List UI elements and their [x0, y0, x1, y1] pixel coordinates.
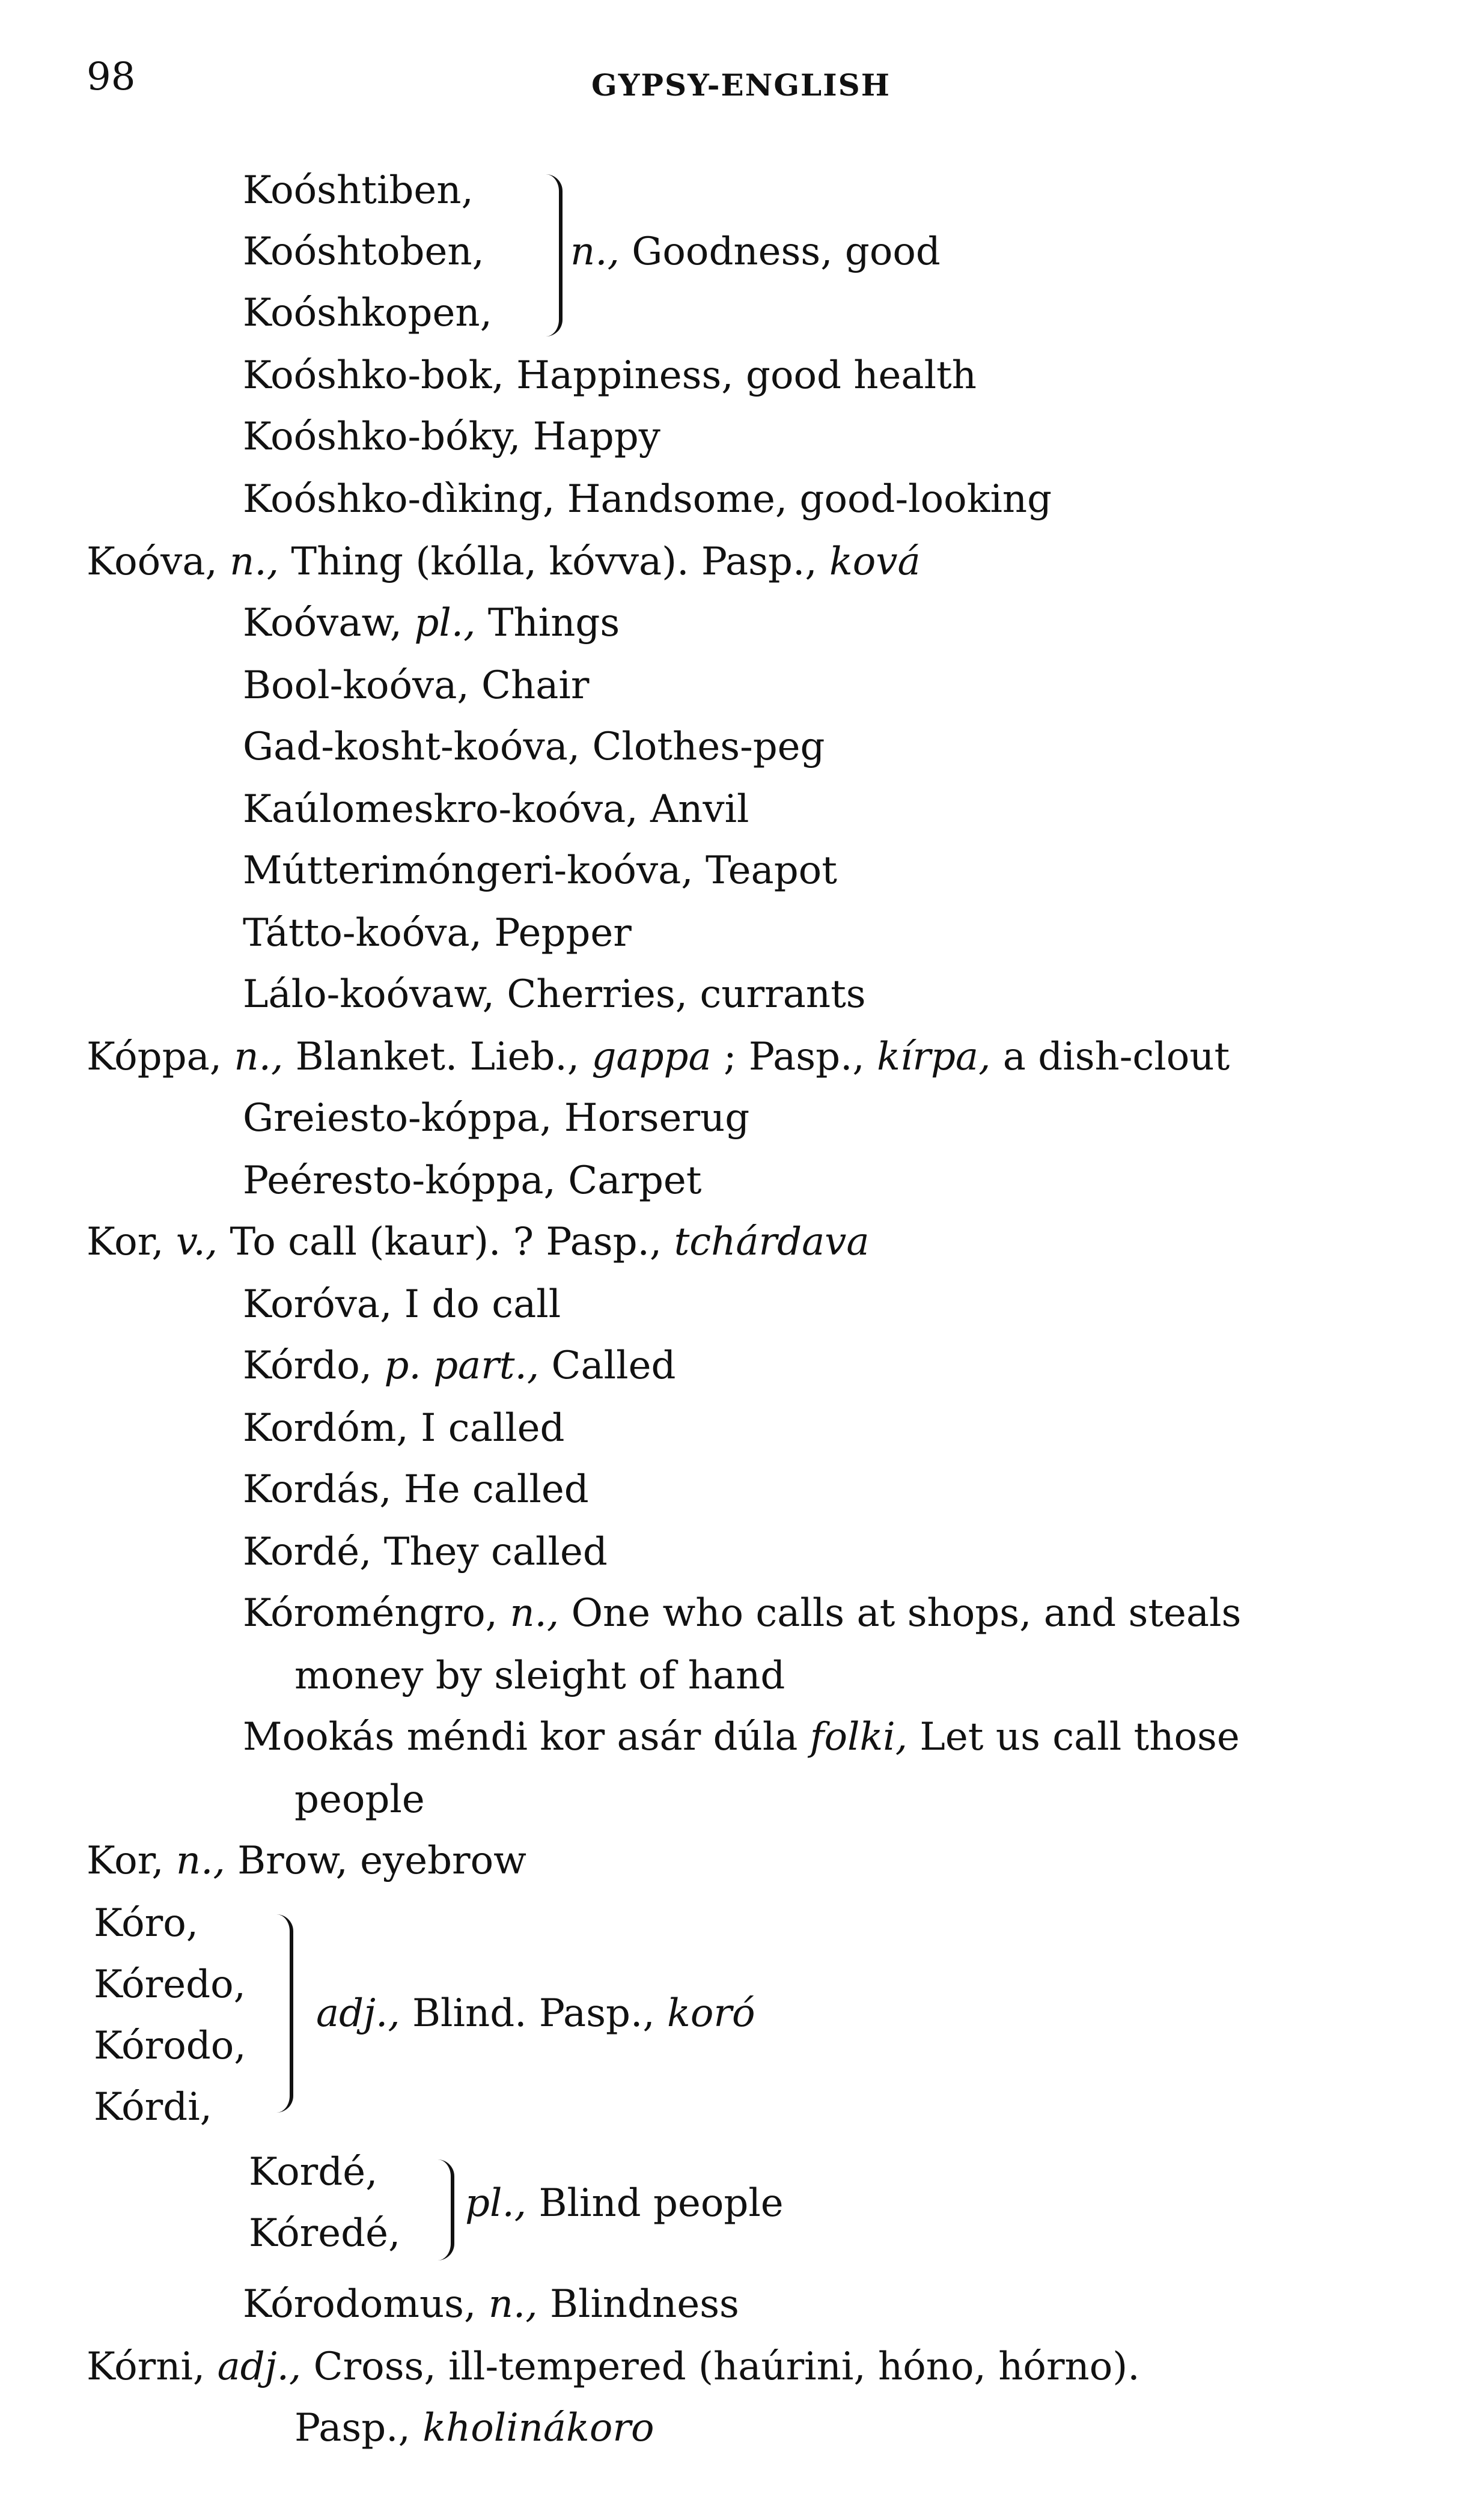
- part-of-speech: n.,: [497, 1591, 560, 1636]
- definition: I called: [408, 1406, 565, 1450]
- group-word: Kóredé,: [249, 2211, 401, 2256]
- subentry: [243, 416, 660, 458]
- subentry: [243, 1160, 702, 1202]
- part-of-speech: adj.,: [316, 1991, 400, 2036]
- term: Kórodomus,: [243, 2282, 477, 2327]
- term: Gad-kosht-koóva,: [243, 725, 581, 769]
- group-word: Kordé,: [249, 2150, 378, 2194]
- subentry: [243, 1283, 561, 1325]
- definition: Things: [475, 601, 620, 645]
- subentry: [243, 1468, 589, 1511]
- term: Koóshko-bóky,: [243, 415, 521, 459]
- definition: Cross, ill-tempered (haúrini, hóno, hórno).: [301, 2345, 1140, 2389]
- part-of-speech: n.,: [476, 2282, 538, 2327]
- headword-entry: [87, 1221, 870, 1263]
- part-of-speech: p. part.,: [372, 1344, 540, 1388]
- part-of-speech: pl.,: [402, 601, 476, 645]
- meaning: Blind. Pasp.,: [400, 1991, 655, 2036]
- cognate: ková: [817, 540, 921, 584]
- definition: Called: [539, 1344, 676, 1388]
- part-of-speech: n.,: [222, 1035, 284, 1079]
- term: Kórdo,: [243, 1344, 373, 1388]
- group-definition: [316, 1992, 755, 2035]
- definition: Pasp.,: [294, 2406, 410, 2450]
- meaning: Blind people: [526, 2181, 784, 2226]
- definition: Happiness, good health: [504, 353, 977, 398]
- part-of-speech: adj.,: [205, 2345, 302, 2389]
- term: Mookás méndi kor asár dúla: [243, 1715, 798, 1759]
- subentry: [243, 1407, 565, 1449]
- term: Kóroméngro,: [243, 1591, 498, 1636]
- definition: money by sleight of hand: [294, 1654, 785, 1698]
- definition: Cherries, currants: [494, 972, 866, 1017]
- subentry: [243, 665, 589, 707]
- definition: Carpet: [555, 1158, 702, 1203]
- headword-entry: [87, 541, 921, 583]
- subentry: [243, 602, 620, 644]
- group-word: Kóredo,: [94, 1962, 246, 2007]
- term: Bool-koóva,: [243, 663, 469, 708]
- cognate: kholinákoro: [410, 2406, 654, 2450]
- definition: Thing (kólla, kóvva). Pasp.,: [279, 540, 817, 584]
- part-of-speech: v.,: [163, 1220, 218, 1264]
- subentry: [243, 1592, 1241, 1634]
- term: Mútterimóngeri-koóva,: [243, 848, 694, 893]
- part-of-speech: n.,: [570, 230, 620, 274]
- headword-entry: [87, 1036, 1230, 1078]
- subentry: [243, 478, 1052, 520]
- definition: ; Pasp.,: [711, 1035, 865, 1079]
- part-of-speech: n.,: [163, 1839, 225, 1883]
- subentry: [243, 1345, 675, 1387]
- subentry: [243, 850, 837, 892]
- definition: Blindness: [537, 2282, 739, 2327]
- brace: [268, 1914, 293, 2113]
- definition: Happy: [520, 415, 660, 459]
- cognate: tchárdava: [662, 1220, 870, 1264]
- entry-continuation: [294, 1655, 785, 1697]
- definition: One who calls at shops, and steals: [559, 1591, 1242, 1636]
- part-of-speech: pl.,: [465, 2181, 527, 2226]
- definition: He called: [391, 1467, 589, 1512]
- subentry: [243, 1531, 608, 1573]
- definition: Chair: [469, 663, 590, 708]
- definition: Anvil: [638, 787, 749, 832]
- term: Kordé,: [243, 1530, 372, 1574]
- definition: I do call: [392, 1282, 561, 1327]
- definition: Clothes-peg: [580, 725, 825, 769]
- group-definition: [570, 231, 941, 273]
- cognate: koró: [654, 1991, 755, 2036]
- definition: people: [294, 1777, 425, 1822]
- subentry: [243, 973, 866, 1015]
- term: Kordóm,: [243, 1406, 409, 1450]
- definition: Let us call those: [907, 1715, 1240, 1759]
- brace: [429, 2159, 454, 2260]
- subentry: [243, 355, 977, 397]
- cognate: folki,: [797, 1715, 908, 1759]
- cognate: kírpa,: [864, 1035, 991, 1079]
- subentry: [243, 912, 632, 954]
- group-word: Koóshtiben,: [243, 168, 474, 213]
- entry-continuation: [294, 1779, 425, 1821]
- definition: Brow, eyebrow: [225, 1839, 526, 1883]
- definition: Blanket. Lieb.,: [283, 1035, 580, 1079]
- group-word: Koóshkopen,: [243, 291, 492, 335]
- term: Tátto-koóva,: [243, 911, 482, 955]
- definition: Handsome, good-looking: [555, 477, 1052, 522]
- definition: Pepper: [481, 911, 632, 955]
- term: Koóvaw,: [243, 601, 402, 645]
- term: Kaúlomeskro-koóva,: [243, 787, 638, 832]
- group-definition: [465, 2182, 784, 2224]
- term: Koóshko-bok,: [243, 353, 504, 398]
- term: Greiesto-kóppa,: [243, 1096, 552, 1140]
- subentry: [243, 726, 825, 768]
- term: Kordás,: [243, 1467, 392, 1512]
- running-head: GYPSY-ENGLISH: [591, 67, 891, 103]
- headword-entry: [87, 2346, 1140, 2388]
- subentry: [243, 1716, 1240, 1758]
- term: Lálo-koóvaw,: [243, 972, 495, 1017]
- term: Kor,: [87, 1839, 164, 1883]
- page-number: 98: [87, 55, 136, 99]
- group-word: Koóshtoben,: [243, 230, 484, 274]
- subentry: [243, 1097, 749, 1139]
- subentry: [243, 2283, 739, 2325]
- term: Kórni,: [87, 2345, 206, 2389]
- entry-continuation: [294, 2407, 654, 2449]
- meaning: Goodness, good: [619, 230, 941, 274]
- term: Peéresto-kóppa,: [243, 1158, 556, 1203]
- term: Koóva,: [87, 540, 218, 584]
- definition: Horserug: [552, 1096, 750, 1140]
- term: Kor,: [87, 1220, 164, 1264]
- definition: They called: [371, 1530, 608, 1574]
- term: Kóppa,: [87, 1035, 222, 1079]
- definition: Teapot: [693, 848, 837, 893]
- definition: a dish-clout: [990, 1035, 1230, 1079]
- term: Koróva,: [243, 1282, 392, 1327]
- group-word: Kóro,: [94, 1901, 199, 1946]
- cognate: gappa: [579, 1035, 712, 1079]
- definition: To call (kaur). ? Pasp.,: [218, 1220, 662, 1264]
- term: Koóshko-dìking,: [243, 477, 555, 522]
- group-word: Kórodo,: [94, 2024, 246, 2068]
- brace: [537, 174, 563, 336]
- part-of-speech: n.,: [217, 540, 279, 584]
- headword-entry: [87, 1840, 526, 1882]
- group-word: Kórdi,: [94, 2085, 212, 2129]
- subentry: [243, 788, 749, 830]
